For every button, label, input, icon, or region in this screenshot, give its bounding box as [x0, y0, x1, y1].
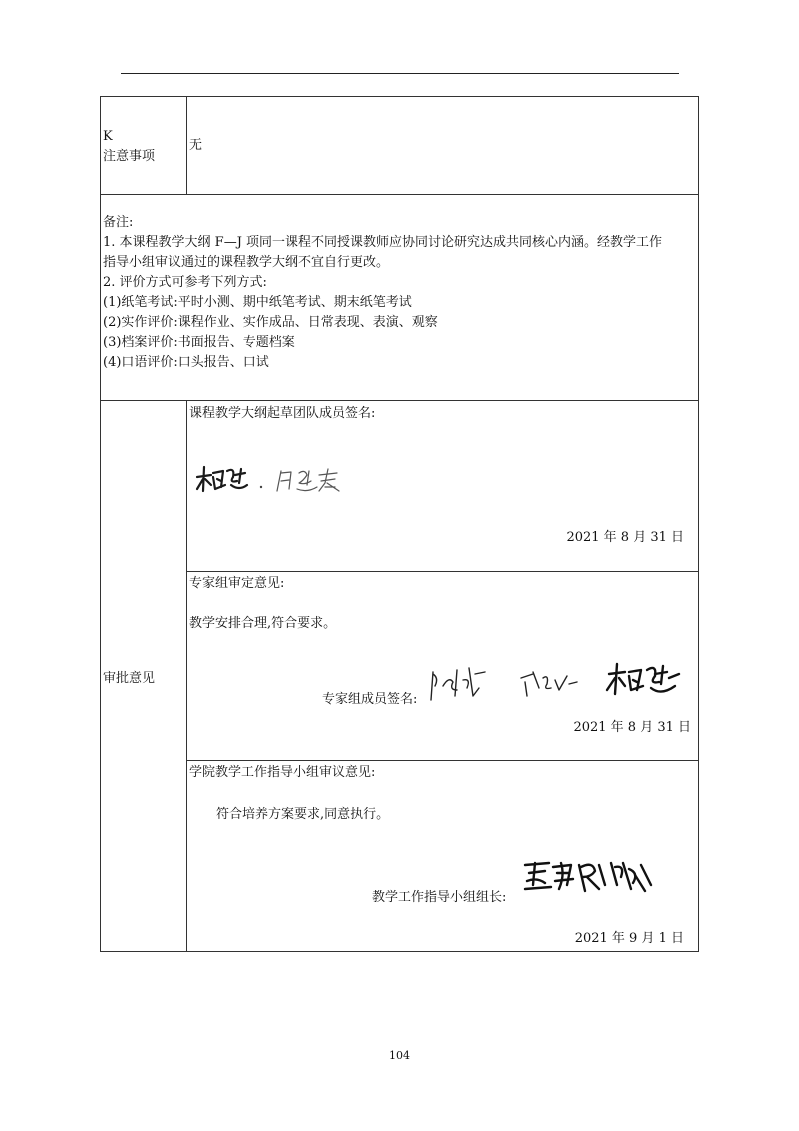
notes-label: 注意事项: [103, 149, 156, 164]
college-heading: 学院教学工作指导小组审议意见:: [189, 765, 376, 780]
expert-date: 2021 年 8 月 31 日: [573, 720, 691, 735]
remarks-line: 1. 本课程教学大纲 F—J 项同一课程不同授课教师应协同讨论研究达成共同核心内涵。经教学工作: [103, 235, 663, 250]
approval-label-cell: [101, 401, 187, 952]
expert-row: [101, 572, 699, 761]
college-opinion: 符合培养方案要求,同意执行。: [216, 807, 390, 822]
college-signer-label: 教学工作指导小组组长:: [372, 890, 507, 905]
header-rule: [121, 73, 679, 74]
drafting-cell: [187, 401, 699, 572]
remarks-row: [101, 195, 699, 401]
notes-content-cell: [187, 97, 699, 195]
notes-row: [101, 97, 699, 195]
expert-signer-label: 专家组成员签名:: [322, 692, 418, 707]
expert-heading: 专家组审定意见:: [189, 576, 285, 591]
drafting-team-signature: [195, 463, 345, 499]
course-approval-form: [100, 96, 699, 952]
remarks-line: 2. 评价方式可参考下列方式:: [103, 275, 267, 290]
page-number: 104: [389, 1049, 410, 1062]
notes-label-cell: [101, 97, 187, 195]
expert-opinion: 教学安排合理,符合要求。: [189, 616, 337, 631]
expert-cell: [187, 572, 699, 761]
remarks-line: (1)纸笔考试:平时小测、期中纸笔考试、期末纸笔考试: [103, 295, 412, 310]
remarks-line: 指导小组审议通过的课程教学大纲不宜自行更改。: [103, 255, 390, 270]
remarks-title: 备注:: [103, 215, 134, 230]
remarks-line: (4)口语评价:口头报告、口试: [103, 355, 269, 370]
drafting-heading: 课程教学大纲起草团队成员签名:: [189, 406, 376, 421]
remarks-cell: [101, 195, 699, 401]
college-cell: [187, 761, 699, 952]
approval-label: 审批意见: [103, 670, 156, 686]
expert-group-signatures: [429, 660, 699, 710]
drafting-date: 2021 年 8 月 31 日: [566, 530, 684, 545]
college-row: [101, 761, 699, 952]
college-date: 2021 年 9 月 1 日: [574, 931, 684, 946]
drafting-row: [101, 401, 699, 572]
group-leader-signature: [521, 855, 661, 901]
notes-content: 无: [189, 138, 203, 153]
notes-code: K: [103, 129, 113, 144]
remarks-line: (3)档案评价:书面报告、专题档案: [103, 335, 295, 350]
remarks-line: (2)实作评价:课程作业、实作成品、日常表现、表演、观察: [103, 315, 438, 330]
